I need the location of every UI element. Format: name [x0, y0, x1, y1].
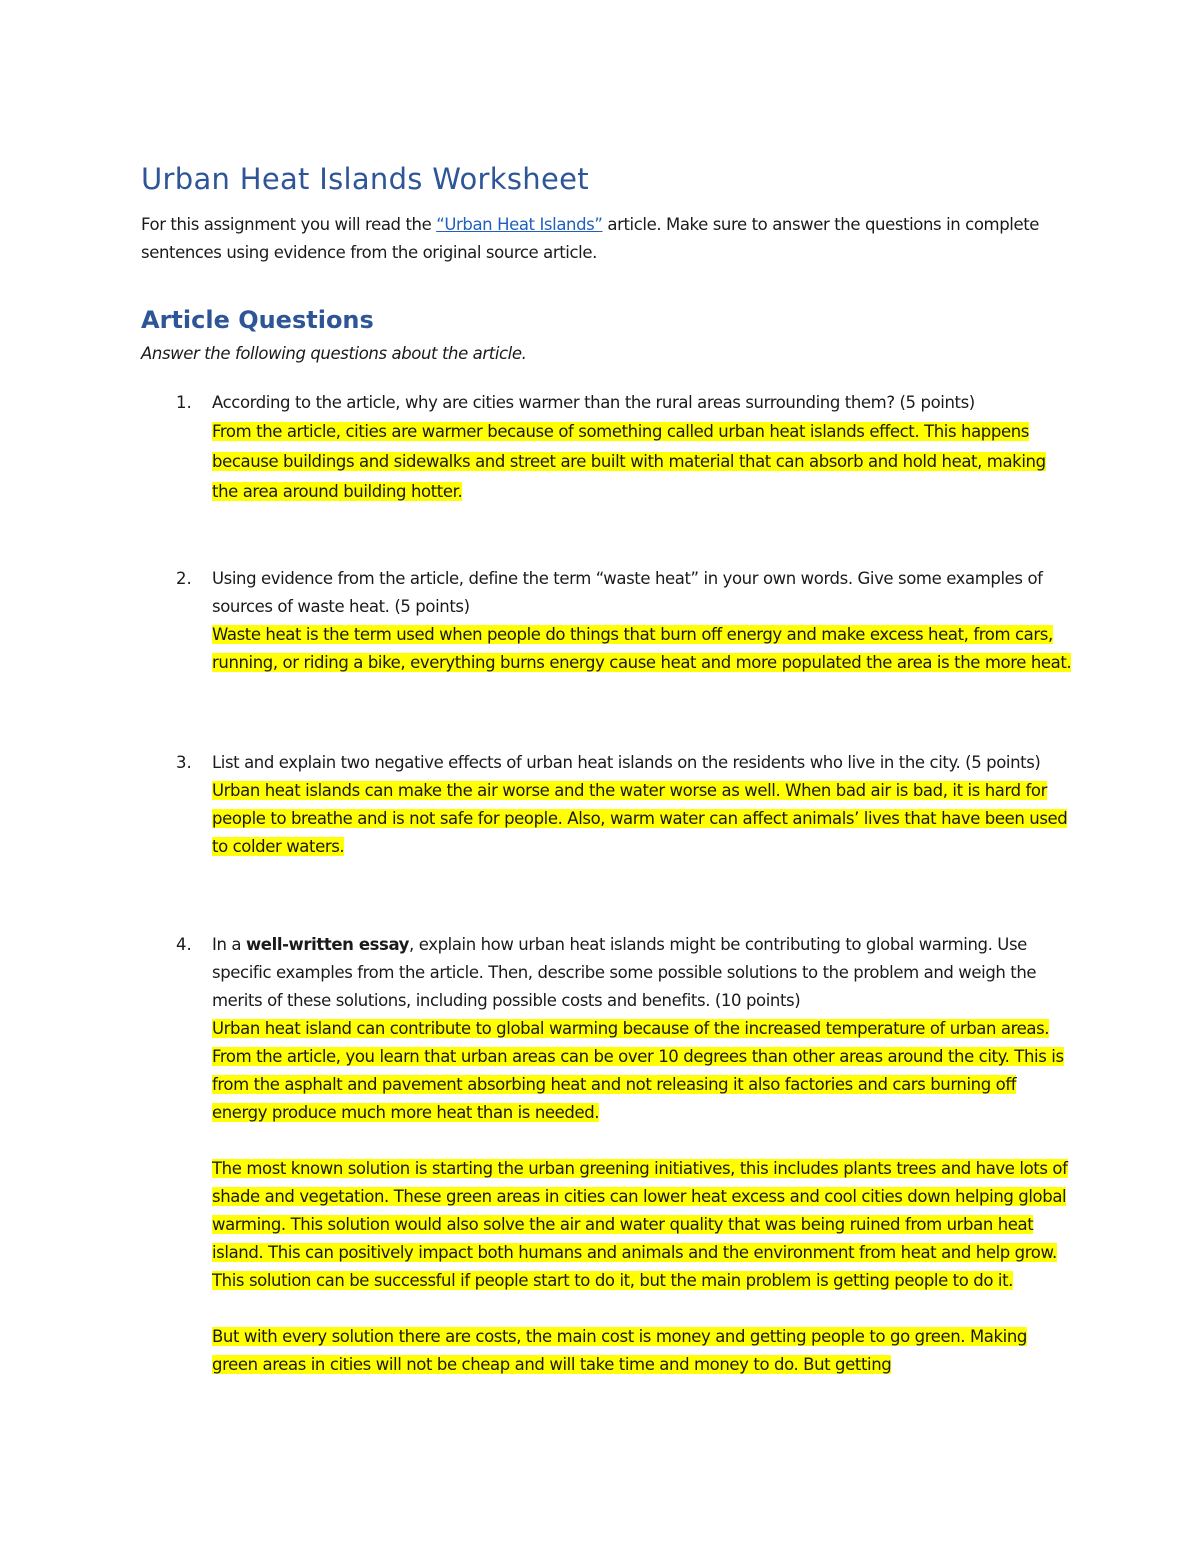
answer-highlight: The most known solution is starting the urban greening initiatives, this includes plants trees and have lots of shade and vegetation. These green areas in cities can lower heat excess and cool cities down helping global warming. This solution would also solve the air and water quality that was being ruined from urban heat island. This can positively impact both humans and animals and the environment from heat and help grow. This solution can be successful if people start to do it, but the main problem is getting people to do it. [212, 1159, 1068, 1290]
question-number: 1. [176, 393, 192, 412]
question-suffix: , explain how urban heat islands might be contributing to global warming. Use specific examples from the article. Then, describe some possible solutions to the problem and weigh the merits of these solutions, including possible costs and benefits. (10 points) [212, 935, 1037, 1010]
intro-paragraph [141, 211, 1071, 267]
answer-highlight: Waste heat is the term used when people do things that burn off energy and make excess heat, from cars, running, or riding a bike, everything burns energy cause heat and more populated the area is the more heat. [212, 625, 1072, 672]
answer-paragraph-2 [212, 1155, 1072, 1295]
question-text: Using evidence from the article, define the term “waste heat” in your own words. Give some examples of sources of waste heat. (5 points) [212, 569, 1043, 616]
answer-text [212, 621, 1072, 677]
intro-text-after: article. Make sure to answer the questions in complete sentences using evidence from the original source article. [141, 215, 1040, 262]
answer-highlight: Urban heat islands can make the air worse and the water worse as well. When bad air is bad, it is hard for people to breathe and is not safe for people. Also, warm water can affect animals’ lives that have been used to colder waters. [212, 781, 1068, 856]
instruction-text: Answer the following questions about the article. [141, 344, 527, 363]
answer-paragraph-1 [212, 1015, 1072, 1127]
question-text: List and explain two negative effects of urban heat islands on the residents who live in the city. (5 points) [212, 753, 1041, 772]
answer-highlight: But with every solution there are costs, the main cost is money and getting people to go green. Making green areas in cities will not be cheap and will take time and money to do. But getting [212, 1327, 1027, 1374]
question-text [212, 931, 1072, 1015]
intro-text-before: For this assignment you will read the [141, 215, 437, 234]
question-emphasis: well-written essay [245, 935, 410, 954]
answer-text [212, 417, 1072, 507]
question-3 [141, 749, 1071, 861]
page-title: Urban Heat Islands Worksheet [141, 162, 589, 196]
answer-text [212, 777, 1072, 861]
answer-highlight: From the article, cities are warmer because of something called urban heat islands effect. This happens because buildings and sidewalks and street are built with material that can absorb and hold heat, making the area around building hotter. [212, 422, 1046, 501]
question-prefix: In a [212, 935, 246, 954]
article-link[interactable]: “Urban Heat Islands” [436, 215, 603, 234]
question-number: 3. [176, 753, 192, 772]
question-text: According to the article, why are cities warmer than the rural areas surrounding them? (5 points) [212, 393, 975, 412]
question-2 [141, 565, 1071, 677]
section-heading: Article Questions [141, 306, 374, 334]
question-1 [141, 389, 1071, 507]
question-number: 4. [176, 935, 192, 954]
question-number: 2. [176, 569, 192, 588]
answer-highlight: Urban heat island can contribute to global warming because of the increased temperature of urban areas. From the article, you learn that urban areas can be over 10 degrees than other areas around the city. This is from the asphalt and pavement absorbing heat and not releasing it also factories and cars burning off energy produce much more heat than is needed. [212, 1019, 1064, 1122]
question-4 [141, 931, 1071, 1379]
answer-paragraph-3 [212, 1323, 1072, 1379]
